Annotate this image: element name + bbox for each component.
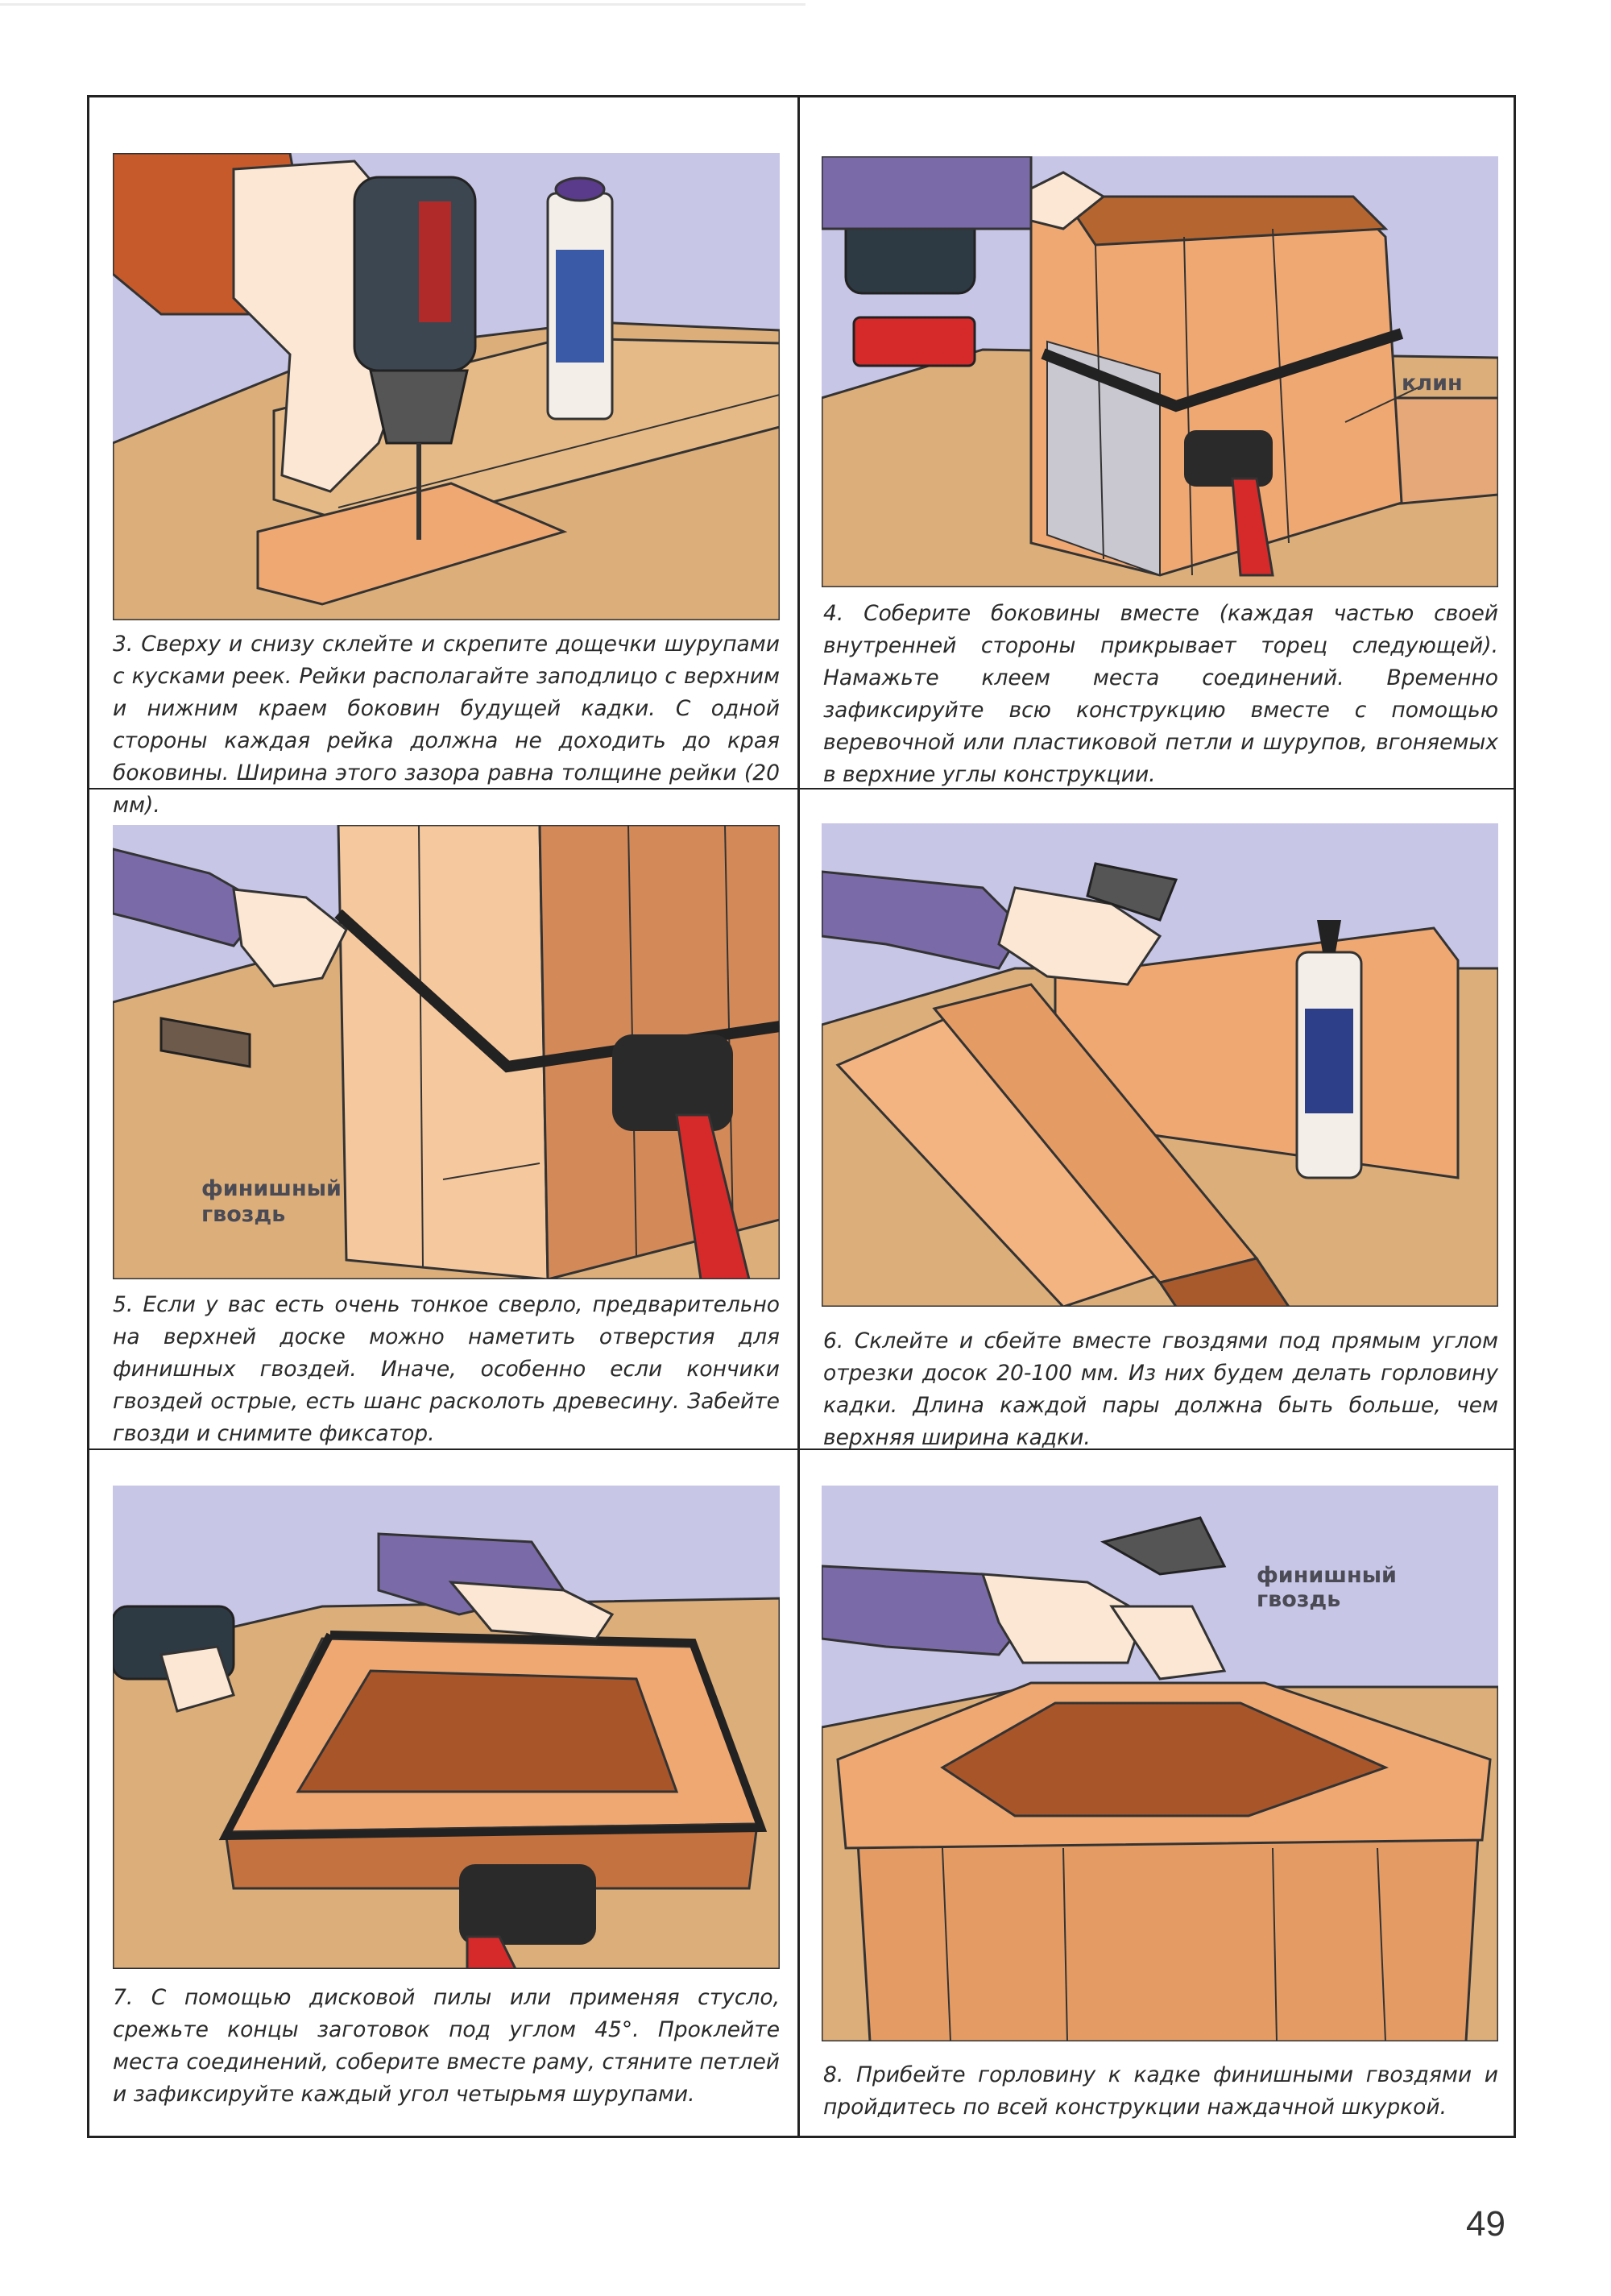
step-8-illustration xyxy=(822,1486,1498,2041)
step-3-illustration xyxy=(113,153,780,620)
step-5-caption: 5. Если у вас есть очень тонкое сверло, предварительно на верхней доске можно наметить отверстия для финишных гвоздей. Иначе, особенно если кончики гвоздей острые, есть шанс расколоть древесину. Забейте гвозди и снимите фиксатор. xyxy=(113,1292,780,1446)
step-4-illustration xyxy=(822,156,1498,587)
page-number: 49 xyxy=(1466,2204,1505,2244)
step-6-illustration xyxy=(822,823,1498,1307)
top-rule xyxy=(0,3,806,6)
step-8-label-line2: гвоздь xyxy=(1257,1587,1341,1612)
step-5-label-line1: финишный xyxy=(201,1176,342,1201)
step-3-caption: 3. Сверху и снизу склейте и скрепите дощечки шурупами с кусками реек. Рейки располагайте заподлицо с верхним и нижним краем боковин будущей кадки. С одной стороны каждая рейка должна не доходить до края боковины. Ширина этого зазора равна толщине рейки (20 мм). xyxy=(113,632,780,818)
step-4-caption: 4. Соберите боковины вместе (каждая частью своей внутренней стороны прикрывает торец следующей). Намажьте клеем места соединений. Временно зафиксируйте всю конструкцию вместе с помощью веревочной или пластиковой петли и шурупов, вгоняемых в верхние углы конструкции. xyxy=(823,601,1498,787)
step-4-label-wedge: клин xyxy=(1402,371,1463,396)
step-5-label-line2: гвоздь xyxy=(201,1202,286,1227)
step-8-label-line1: финишный xyxy=(1257,1563,1397,1588)
step-6-caption: 6. Склейте и сбейте вместе гвоздями под прямым углом отрезки досок 20-100 мм. Из них будем делать горловину кадки. Длина каждой пары должна быть больше, чем верхняя ширина кадки. xyxy=(823,1328,1498,1450)
step-5-illustration xyxy=(113,825,780,1279)
step-7-caption: 7. С помощью дисковой пилы или применяя стусло, срежьте концы заготовок под углом 45°. Проклейте места соединений, соберите вместе раму, стяните петлей и зафиксируйте каждый угол четырьмя шурупами. xyxy=(113,1985,780,2107)
column-divider xyxy=(797,95,800,2138)
step-7-illustration xyxy=(113,1486,780,1969)
step-8-caption: 8. Прибейте горловину к кадке финишными гвоздями и пройдитесь по всей конструкции наждачной шкуркой. xyxy=(823,2062,1498,2120)
